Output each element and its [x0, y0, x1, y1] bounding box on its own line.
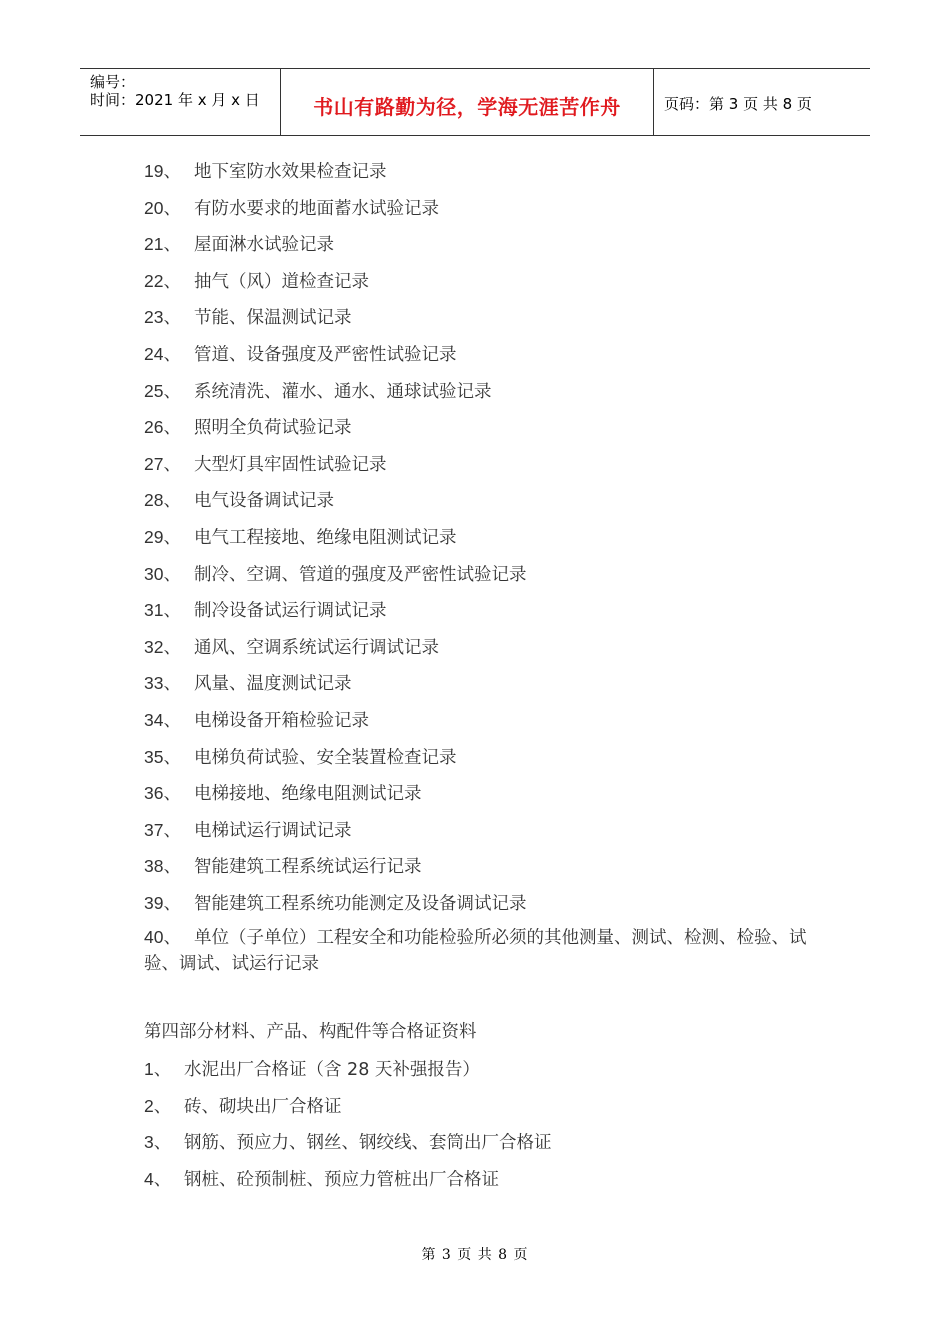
section-title: 第四部分材料、产品、构配件等合格证资料 — [144, 1022, 477, 1043]
item-text: 制冷、空调、管道的强度及严密性试验记录 — [194, 564, 527, 585]
item-number: 31、 — [144, 600, 181, 621]
item-number: 3、 — [144, 1132, 172, 1153]
item-text: 系统清洗、灌水、通水、通球试验记录 — [194, 381, 492, 402]
list-item — [144, 522, 824, 559]
item-number: 1、 — [144, 1059, 172, 1080]
item-number: 22、 — [144, 270, 181, 291]
page-label: 页码：第 3 页 共 8 页 — [664, 94, 812, 113]
item-text: 通风、空调系统试运行调试记录 — [194, 637, 439, 658]
page-footer: 第 3 页 共 8 页 — [421, 1247, 529, 1263]
item-text: 大型灯具牢固性试验记录 — [194, 454, 387, 475]
list-item — [144, 632, 824, 669]
list-item — [144, 376, 824, 413]
item-number: 35、 — [144, 746, 181, 767]
item-text: 钢筋、预应力、钢丝、钢绞线、套筒出厂合格证 — [184, 1133, 552, 1154]
item-text: 节能、保温测试记录 — [194, 308, 352, 329]
list-item — [144, 412, 824, 449]
item-text: 电气工程接地、绝缘电阻测试记录 — [194, 527, 457, 548]
item-text: 水泥出厂合格证（含 28 天补强报告） — [184, 1060, 480, 1081]
item-number: 32、 — [144, 636, 181, 657]
page-header — [80, 68, 870, 136]
item-text: 电梯设备开箱检验记录 — [194, 710, 369, 731]
item-text: 智能建筑工程系统试运行记录 — [194, 857, 422, 878]
item-text: 管道、设备强度及严密性试验记录 — [194, 344, 457, 365]
list-item — [144, 815, 824, 852]
list-item — [144, 339, 824, 376]
item-text: 钢桩、砼预制桩、预应力管桩出厂合格证 — [184, 1169, 499, 1190]
header-meta — [80, 69, 281, 135]
item-number: 30、 — [144, 563, 181, 584]
list-item — [144, 1091, 824, 1128]
item-text: 电梯负荷试验、安全装置检查记录 — [194, 747, 457, 768]
item-number: 21、 — [144, 234, 181, 255]
item-text: 照明全负荷试验记录 — [194, 418, 352, 439]
item-number: 24、 — [144, 343, 181, 364]
list-item — [144, 559, 824, 596]
list-item — [144, 851, 824, 888]
item-number: 27、 — [144, 453, 181, 474]
item-text: 制冷设备试运行调试记录 — [194, 601, 387, 622]
item-number: 36、 — [144, 783, 181, 804]
list-item — [144, 705, 824, 742]
item-number: 29、 — [144, 526, 181, 547]
header-motto-cell — [281, 69, 654, 135]
item-number: 20、 — [144, 197, 181, 218]
item-text: 砖、砌块出厂合格证 — [184, 1096, 342, 1117]
item-number: 19、 — [144, 161, 181, 181]
item-number: 39、 — [144, 892, 181, 913]
list-item — [144, 888, 824, 925]
item-text: 地下室防水效果检查记录 — [194, 162, 387, 182]
item-text: 电梯试运行调试记录 — [194, 820, 352, 841]
item-number: 38、 — [144, 856, 181, 877]
list-item — [144, 1164, 824, 1201]
list-item — [144, 266, 824, 303]
item-text: 屋面淋水试验记录 — [194, 235, 334, 256]
header-page-cell — [654, 69, 870, 135]
list-item — [144, 924, 824, 977]
time-label: 时间：2021 年 x 月 x 日 — [90, 91, 260, 109]
item-number: 40、 — [144, 927, 181, 948]
item-number: 2、 — [144, 1095, 172, 1116]
item-text: 抽气（风）道检查记录 — [194, 271, 369, 292]
list-item — [144, 156, 824, 193]
item-text: 智能建筑工程系统功能测定及设备调试记录 — [194, 893, 527, 914]
item-number: 28、 — [144, 490, 181, 511]
list-item — [144, 778, 824, 815]
item-number: 25、 — [144, 380, 181, 401]
number-label: 编号： — [90, 73, 136, 91]
list-item — [144, 1127, 824, 1164]
item-number: 33、 — [144, 673, 181, 694]
item-number: 34、 — [144, 709, 181, 730]
motto: 书山有路勤为径，学海无涯苦作舟 — [313, 94, 621, 119]
item-text: 电气设备调试记录 — [194, 491, 334, 512]
list-item — [144, 193, 824, 230]
list-item — [144, 668, 824, 705]
list-item — [144, 595, 824, 632]
item-number: 4、 — [144, 1168, 172, 1189]
item-number: 26、 — [144, 417, 181, 438]
item-text: 风量、温度测试记录 — [194, 674, 352, 695]
list-item — [144, 742, 824, 779]
list-item — [144, 229, 824, 266]
list-item — [144, 302, 824, 339]
item-number: 23、 — [144, 307, 181, 328]
item-number: 37、 — [144, 819, 181, 840]
item-text: 单位（子单位）工程安全和功能检验所必须的其他测量、测试、检测、检验、试验、调试、试运行记录 — [144, 928, 807, 975]
list-item — [144, 485, 824, 522]
item-text: 电梯接地、绝缘电阻测试记录 — [194, 784, 422, 805]
document-body — [144, 156, 824, 1200]
item-text: 有防水要求的地面蓄水试验记录 — [194, 198, 439, 219]
list-item — [144, 1054, 824, 1091]
list-item — [144, 449, 824, 486]
